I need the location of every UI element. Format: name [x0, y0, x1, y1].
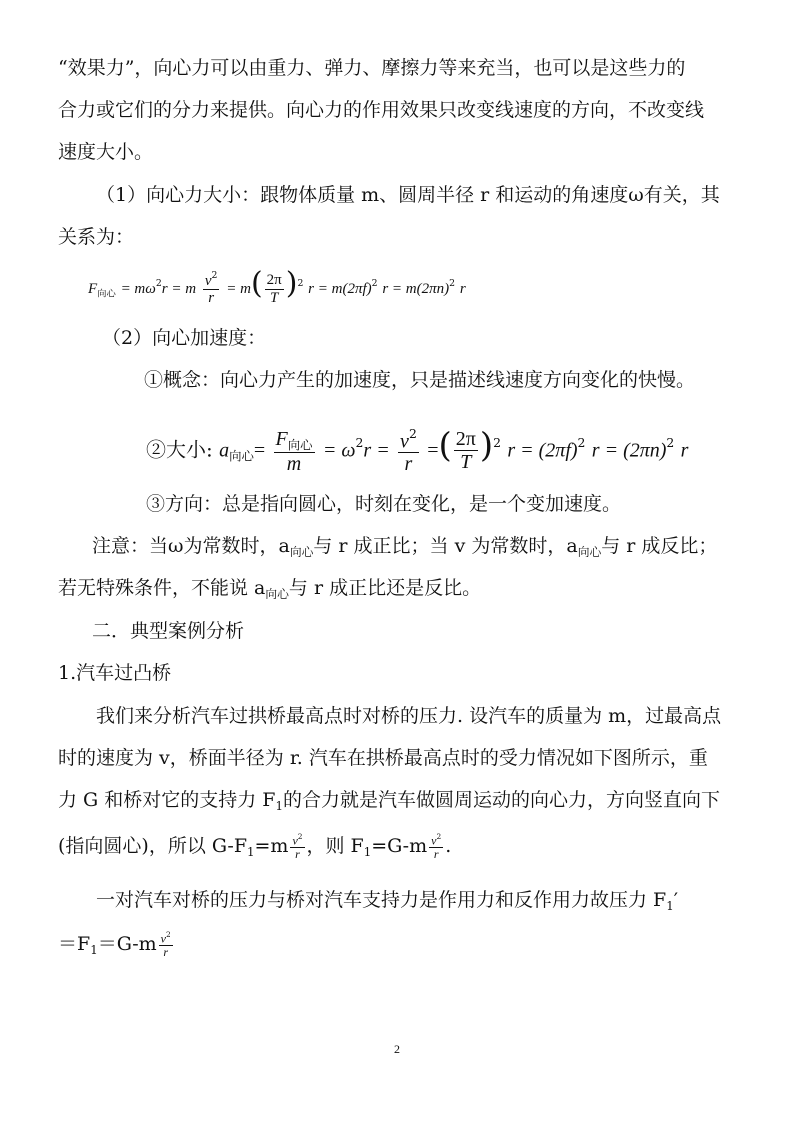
- centripetal-force-formula: $F_{向心} = m\omega^2r = m$ $\frac{v^2}{r}$ = m( $\frac{2\pi}{T}$ )$^2$ $r = m(2\pi f)^2$ $r = m(2\pi n)^2$ r: [88, 266, 466, 307]
- paragraph-line: 我们来分析汽车过拱桥最高点时对桥的压力. 设汽车的质量为 m，过最高点: [96, 705, 722, 727]
- section-heading: 二．典型案例分析: [92, 620, 245, 642]
- paragraph-line: (指向圆心)，所以 $G-F_1=m$ $\frac{v^2}{r}$ ，则 $F_1=G-m$ $\frac{v^2}{r}$ .: [58, 831, 452, 862]
- item-1-line: 关系为：: [58, 226, 135, 248]
- item-1-line: （1）向心力大小：跟物体质量 m、圆周半径 r 和运动的角速度ω有关，其: [96, 184, 720, 206]
- direction-line: ③方向：总是指向圆心，时刻在变化，是一个变加速度。: [146, 493, 622, 515]
- paragraph-line: 一对汽车对桥的压力与桥对汽车支持力是作用力和反作用力故压力 $F_1'$: [96, 889, 679, 914]
- paragraph-line: 时的速度为 v，桥面半径为 r. 汽车在拱桥最高点时的受力情况如下图所示，重: [58, 747, 708, 769]
- paragraph-line: “效果力”，向心力可以由重力、弹力、摩擦力等来充当，也可以是这些力的: [58, 57, 686, 79]
- case-heading: 1.汽车过凸桥: [58, 662, 172, 684]
- paragraph-line: 力 G 和桥对它的支持力 $F_1$的合力就是汽车做圆周运动的向心力，方向竖直向下: [58, 789, 720, 814]
- item-2-title: （2）向心加速度：: [102, 327, 267, 349]
- paragraph-line: 速度大小。: [58, 141, 154, 163]
- note-line: 若无特殊条件，不能说 $a_{向心}$与 r 成正比还是反比。: [58, 577, 482, 602]
- paragraph-line: 合力或它们的分力来提供。向心力的作用效果只改变线速度的方向，不改变线: [58, 99, 705, 121]
- page-number: 2: [394, 1042, 400, 1056]
- concept-line: ①概念：向心力产生的加速度，只是描述线速度方向变化的快慢。: [144, 369, 696, 391]
- centripetal-acceleration-formula: ②大小: $a_{向心}=$ $\frac{F_{向心}}{m}$ = $\omega^2r$ = $\frac{v^2}{r}$ =( $\frac{2\pi}{T}$ )$^2$ $r = (2\pi f)^2$ $r = (2\pi n)^2$ r: [146, 425, 689, 475]
- note-line: 注意：当ω为常数时，$a_{向心}$与 r 成正比；当 v 为常数时，$a_{向心}$与 r 成反比；: [92, 535, 718, 560]
- paragraph-line: $=F_1=G-m$ $\frac{v^2}{r}$: [58, 929, 171, 960]
